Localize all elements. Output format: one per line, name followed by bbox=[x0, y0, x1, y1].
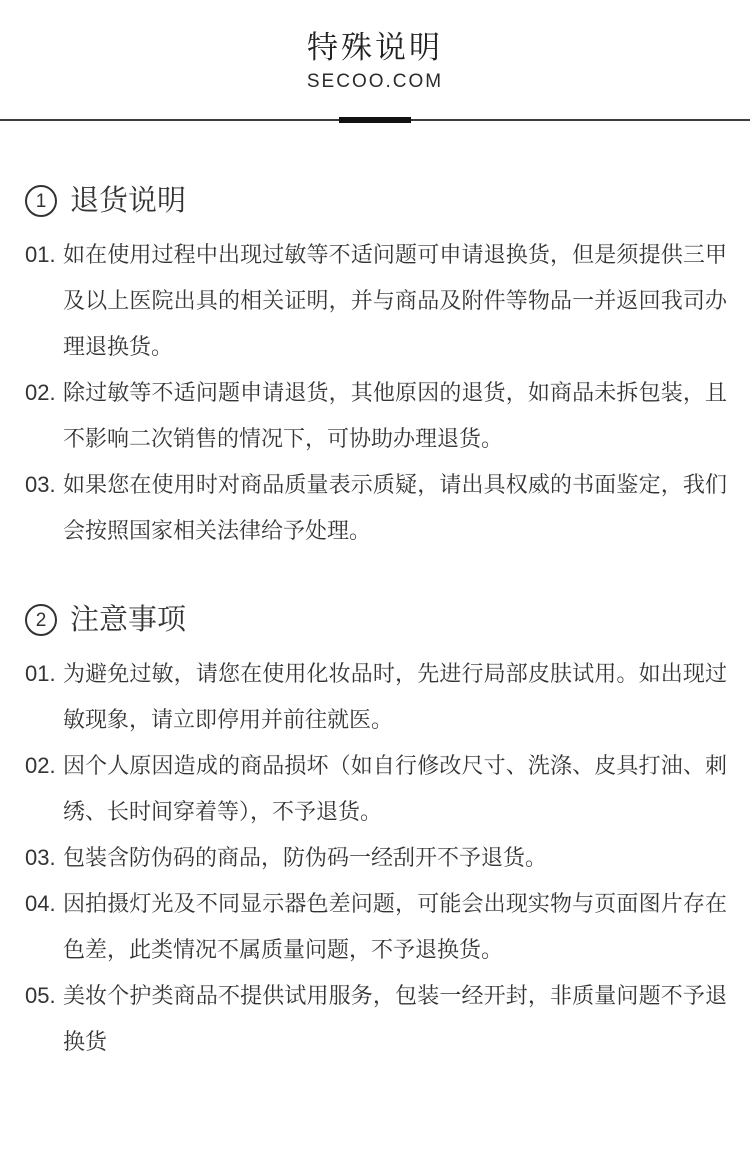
item-text: 因个人原因造成的商品损坏（如自行修改尺寸、洗涤、皮具打油、刺绣、长时间穿着等），不予退货。 bbox=[63, 753, 727, 824]
item-text: 包装含防伪码的商品，防伪码一经刮开不予退货。 bbox=[63, 845, 548, 870]
circled-number-1: 1 bbox=[25, 185, 57, 217]
list-item bbox=[25, 651, 727, 743]
item-text: 如在使用过程中出现过敏等不适问题可申请退换货，但是须提供三甲及以上医院出具的相关证明，并与商品及附件等物品一并返回我司办理退换货。 bbox=[63, 242, 727, 359]
item-number: 02. bbox=[25, 753, 56, 778]
page-header bbox=[0, 0, 750, 94]
list-item bbox=[25, 232, 727, 370]
item-number: 03. bbox=[25, 845, 56, 870]
item-number: 03. bbox=[25, 472, 56, 497]
item-text: 为避免过敏，请您在使用化妆品时，先进行局部皮肤试用。如出现过敏现象，请立即停用并前往就医。 bbox=[63, 661, 727, 732]
item-text: 除过敏等不适问题申请退货，其他原因的退货，如商品未拆包装，且不影响二次销售的情况下，可协助办理退货。 bbox=[63, 380, 727, 451]
list-item bbox=[25, 973, 727, 1065]
list-item bbox=[25, 462, 727, 554]
item-number: 02. bbox=[25, 380, 56, 405]
item-number: 05. bbox=[25, 983, 56, 1008]
section-header-returns bbox=[25, 183, 727, 219]
divider-center-accent bbox=[339, 117, 411, 123]
page-title: 特殊说明 bbox=[307, 30, 443, 65]
notes-list bbox=[25, 651, 727, 1065]
section-heading-text: 退货说明 bbox=[70, 185, 187, 217]
item-number: 01. bbox=[25, 242, 56, 267]
brand-domain-label: SECOO.COM bbox=[306, 71, 444, 92]
content-area bbox=[0, 183, 750, 1065]
item-text: 因拍摄灯光及不同显示器色差问题，可能会出现实物与页面图片存在色差，此类情况不属质量问题，不予退换货。 bbox=[63, 891, 727, 962]
returns-list bbox=[25, 232, 727, 554]
item-text: 美妆个护类商品不提供试用服务，包装一经开封，非质量问题不予退换货 bbox=[63, 983, 727, 1054]
list-item bbox=[25, 743, 727, 835]
list-item bbox=[25, 835, 727, 881]
item-number: 01. bbox=[25, 661, 56, 686]
section-header-notes bbox=[25, 602, 727, 638]
list-item bbox=[25, 370, 727, 462]
section-heading-text: 注意事项 bbox=[70, 604, 187, 636]
circled-number-2: 2 bbox=[25, 604, 57, 636]
item-number: 04. bbox=[25, 891, 56, 916]
item-text: 如果您在使用时对商品质量表示质疑，请出具权威的书面鉴定，我们会按照国家相关法律给予处理。 bbox=[63, 472, 727, 543]
header-divider bbox=[0, 117, 750, 123]
list-item bbox=[25, 881, 727, 973]
